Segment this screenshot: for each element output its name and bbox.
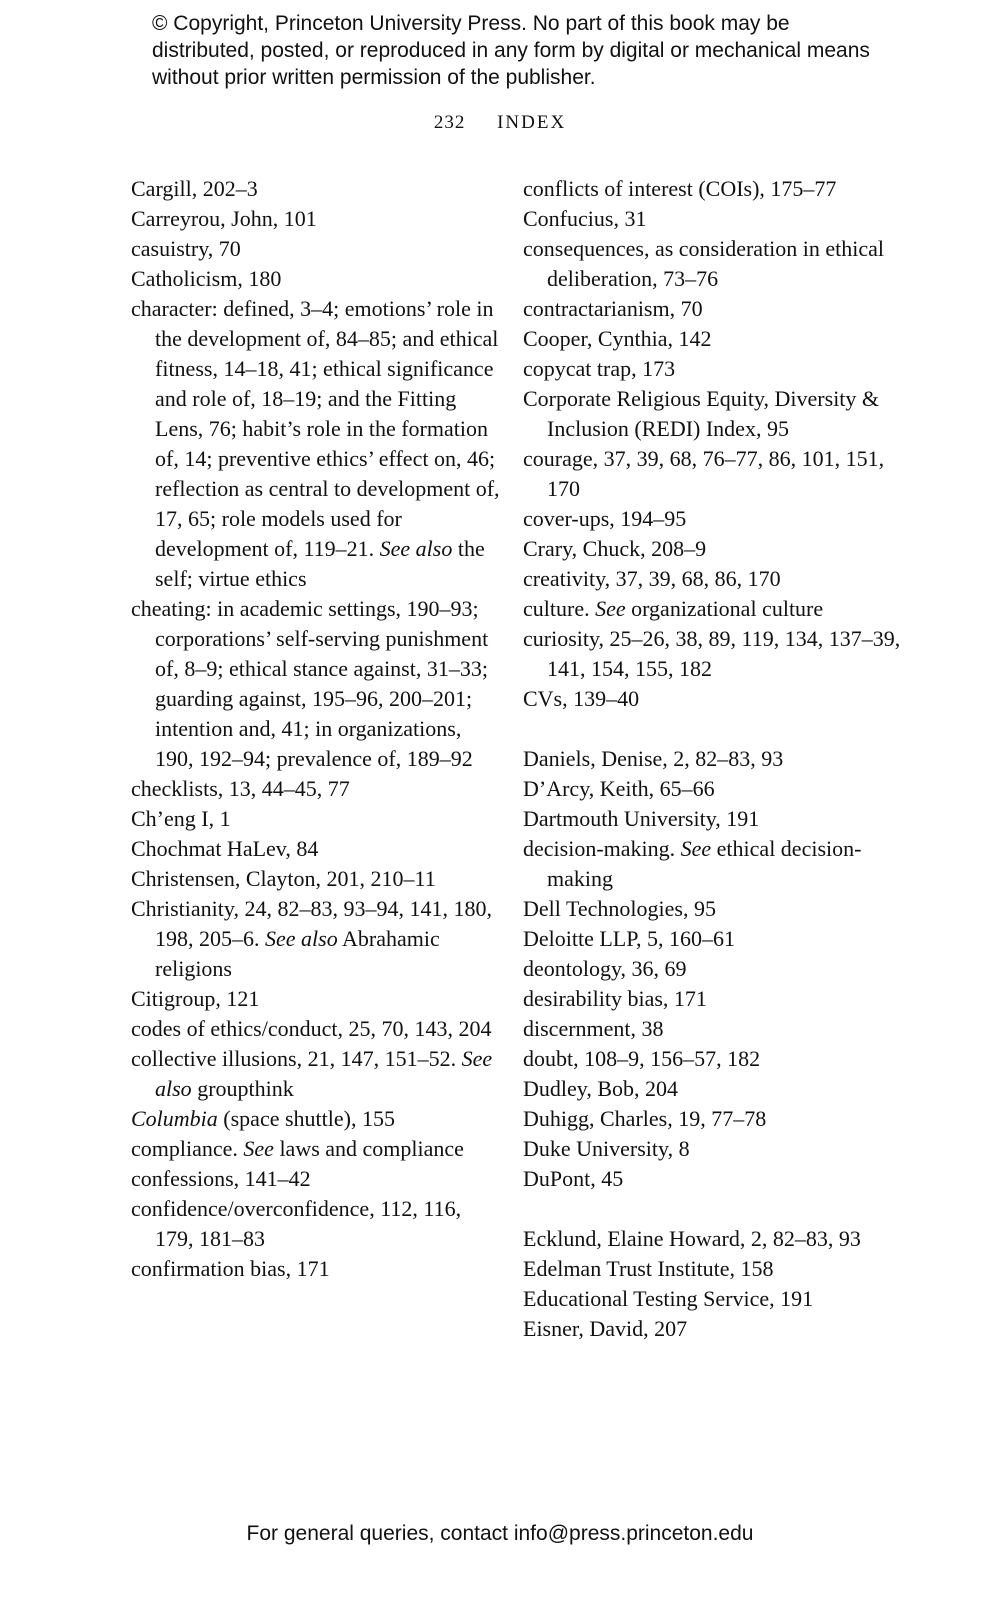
- copyright-notice: © Copyright, Princeton University Press. No part of this book may be distributed, posted, or reproduced in any form by digital or mechanical means without prior written permission of the publisher.: [152, 12, 870, 89]
- letter-gap: [523, 1194, 903, 1224]
- index-entry: consequences, as consideration in ethical deliberation, 73–76: [523, 236, 885, 291]
- index-entry: cover-ups, 194–95: [523, 506, 687, 531]
- index-entry: D’Arcy, Keith, 65–66: [523, 776, 715, 801]
- index-entry: Crary, Chuck, 208–9: [523, 536, 707, 561]
- index-entry: decision-making. See ethical decision-making: [523, 836, 862, 891]
- index-entry: courage, 37, 39, 68, 76–77, 86, 101, 151, 170: [523, 446, 885, 501]
- index-entry: DuPont, 45: [523, 1166, 624, 1191]
- index-entry: Confucius, 31: [523, 206, 647, 231]
- index-entry: Ch’eng I, 1: [131, 806, 231, 831]
- index-entry: copycat trap, 173: [523, 356, 676, 381]
- index-entry: codes of ethics/conduct, 25, 70, 143, 204: [131, 1016, 492, 1041]
- index-entry: Deloitte LLP, 5, 160–61: [523, 926, 736, 951]
- index-entry: curiosity, 25–26, 38, 89, 119, 134, 137–39, 141, 154, 155, 182: [523, 626, 901, 681]
- index-entry: culture. See organizational culture: [523, 596, 824, 621]
- index-entry: Ecklund, Elaine Howard, 2, 82–83, 93: [523, 1226, 861, 1251]
- index-column-right: [523, 174, 903, 1344]
- index-entry: deontology, 36, 69: [523, 956, 687, 981]
- index-entry: Educational Testing Service, 191: [523, 1286, 814, 1311]
- index-entry: confidence/overconfidence, 112, 116, 179, 181–83: [131, 1196, 462, 1251]
- page-title: INDEX: [497, 112, 567, 133]
- index-entry: contractarianism, 70: [523, 296, 703, 321]
- index-entry: Citigroup, 121: [131, 986, 260, 1011]
- running-head: [0, 112, 1000, 134]
- index-entry: collective illusions, 21, 147, 151–52. See also groupthink: [131, 1046, 493, 1101]
- index-entry: Cargill, 202–3: [131, 176, 258, 201]
- index-entry: doubt, 108–9, 156–57, 182: [523, 1046, 761, 1071]
- index-entry: conflicts of interest (COIs), 175–77: [523, 176, 837, 201]
- index-column-left: [131, 174, 501, 1284]
- index-entry: casuistry, 70: [131, 236, 241, 261]
- index-entry: Carreyrou, John, 101: [131, 206, 317, 231]
- index-entry: compliance. See laws and compliance: [131, 1136, 464, 1161]
- page-number: 232: [433, 112, 466, 133]
- index-entry: discernment, 38: [523, 1016, 664, 1041]
- index-entry: creativity, 37, 39, 68, 86, 170: [523, 566, 781, 591]
- index-entry: Cooper, Cynthia, 142: [523, 326, 712, 351]
- index-entry: CVs, 139–40: [523, 686, 640, 711]
- index-entry: Dartmouth University, 191: [523, 806, 760, 831]
- index-entry: Catholicism, 180: [131, 266, 282, 291]
- index-entry: Dudley, Bob, 204: [523, 1076, 679, 1101]
- index-entry: Christianity, 24, 82–83, 93–94, 141, 180, 198, 205–6. See also Abrahamic religions: [131, 896, 492, 981]
- index-entry: Columbia (space shuttle), 155: [131, 1106, 395, 1131]
- index-entry: checklists, 13, 44–45, 77: [131, 776, 350, 801]
- index-entry: Corporate Religious Equity, Diversity & Inclusion (REDI) Index, 95: [523, 386, 880, 441]
- index-entry: Eisner, David, 207: [523, 1316, 688, 1341]
- footer-contact: For general queries, contact info@press.princeton.edu: [246, 1522, 754, 1545]
- index-entry: Daniels, Denise, 2, 82–83, 93: [523, 746, 784, 771]
- index-entry: Duke University, 8: [523, 1136, 690, 1161]
- index-entry: Duhigg, Charles, 19, 77–78: [523, 1106, 767, 1131]
- letter-gap: [523, 714, 903, 744]
- index-entry: confessions, 141–42: [131, 1166, 311, 1191]
- index-entry: Chochmat HaLev, 84: [131, 836, 319, 861]
- index-entry: cheating: in academic settings, 190–93; corporations’ self-serving punishment of, 8–9; ethical stance against, 31–33; guarding against, 195–96, 200–201; intention and, 41; in organizations, 190, 192–94; prevalence of, 189–92: [131, 596, 489, 771]
- index-entry: Dell Technologies, 95: [523, 896, 716, 921]
- index-entry: Edelman Trust Institute, 158: [523, 1256, 774, 1281]
- index-entry: character: defined, 3–4; emotions’ role in the development of, 84–85; and ethical fitness, 14–18, 41; ethical significance and role of, 18–19; and the Fitting Lens, 76; habit’s role in the formation of, 14; preventive ethics’ effect on, 46; reflection as central to development of, 17, 65; role models used for development of, 119–21. See also the self; virtue ethics: [131, 296, 500, 591]
- index-entry: confirmation bias, 171: [131, 1256, 330, 1281]
- index-entry: Christensen, Clayton, 201, 210–11: [131, 866, 436, 891]
- index-entry: desirability bias, 171: [523, 986, 707, 1011]
